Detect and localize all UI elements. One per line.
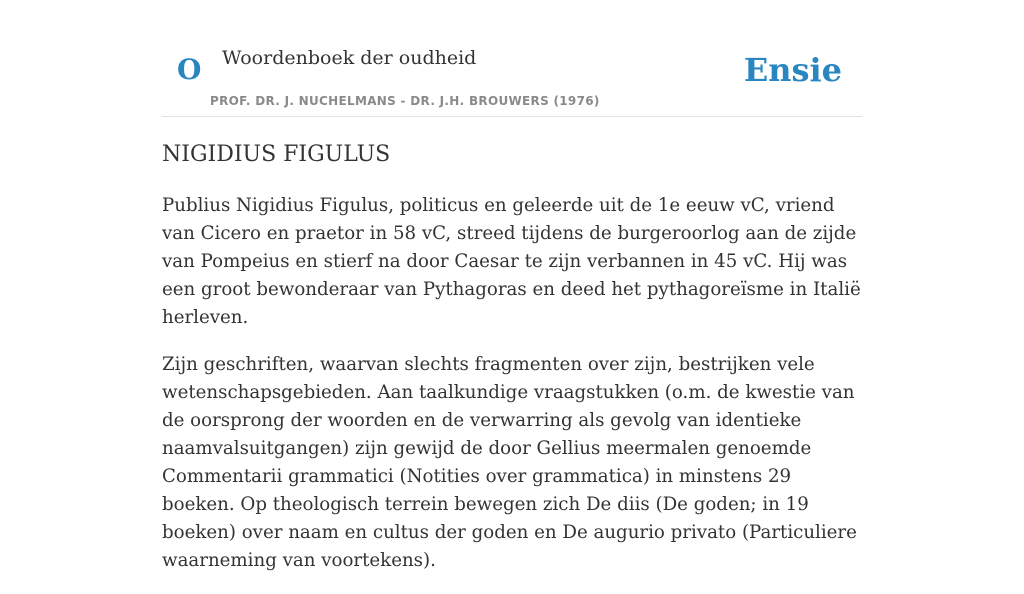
header bbox=[162, 0, 862, 117]
entry-body bbox=[162, 192, 862, 594]
entry-paragraph: Zijn geschriften, waarvan slechts fragmenten over zijn, bestrijken vele wetenschapsgebieden. Aan taalkundige vraagstukken (o.m. de kwestie van de oorsprong der woorden en de verwarring als gevolg van identieke naamvalsuitgangen) zijn gewijd de door Gellius meermalen genoemde Commentarii grammatici (Notities over grammatica) in minstens 29 boeken. Op theologisch terrein bewegen zich De diis (De goden; in 19 boeken) over naam en cultus der goden en De augurio privato (Particuliere waarneming van voortekens). bbox=[162, 354, 857, 571]
book-letter-link[interactable]: O bbox=[177, 53, 202, 86]
entry-paragraph: Publius Nigidius Figulus, politicus en geleerde uit de 1e eeuw vC, vriend van Cicero en praetor in 58 vC, streed tijdens de burgeroorlog aan de zijde van Pompeius en stierf na door Caesar te zijn verbannen in 45 vC. Hij was een groot bewonderaar van Pythagoras en deed het pythagoreïsme in Italië herleven. bbox=[162, 195, 861, 328]
ensie-logo-link[interactable]: Ensie bbox=[743, 51, 842, 89]
book-authors: PROF. DR. J. NUCHELMANS - DR. J.H. BROUWERS (1976) bbox=[210, 94, 600, 108]
book-title-link[interactable]: Woordenboek der oudheid bbox=[222, 47, 477, 69]
entry-title: NIGIDIUS FIGULUS bbox=[162, 142, 391, 167]
page-container bbox=[162, 0, 862, 571]
